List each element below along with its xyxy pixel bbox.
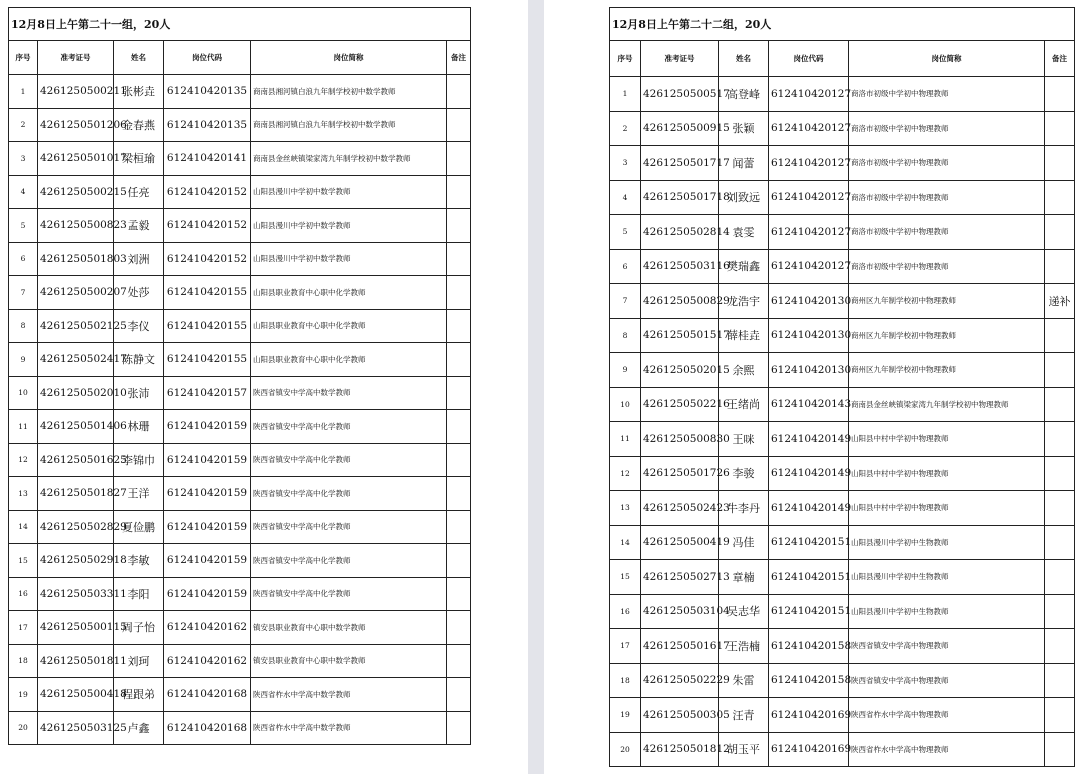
cell-position-code: 612410420169 [769, 732, 849, 767]
table-row [9, 477, 471, 511]
cell-exam-number: 4261250502814 [641, 215, 719, 250]
cell-position-code: 612410420152 [164, 242, 251, 276]
group-21-table [8, 7, 471, 745]
cell-remarks [1045, 629, 1075, 664]
cell-name: 李锦巾 [114, 443, 164, 477]
cell-remarks [1045, 663, 1075, 698]
column-header-remarks: 备注 [1045, 41, 1075, 77]
table-row [610, 525, 1075, 560]
column-header-name: 姓名 [719, 41, 769, 77]
group-title: 12月8日上午第二十一组，20人 [9, 8, 471, 41]
cell-index: 14 [610, 525, 641, 560]
cell-name: 陈静文 [114, 343, 164, 377]
table-row [610, 215, 1075, 250]
cell-name: 余熙 [719, 353, 769, 388]
cell-position-code: 612410420143 [769, 387, 849, 422]
cell-position-title: 陕西省镇安中学高中化学教师 [251, 577, 447, 611]
cell-exam-number: 4261250502216 [641, 387, 719, 422]
cell-exam-number: 4261250502010 [38, 376, 114, 410]
cell-index: 5 [9, 209, 38, 243]
cell-name: 周子怡 [114, 611, 164, 645]
cell-exam-number: 4261250501717 [641, 146, 719, 181]
cell-remarks [1045, 422, 1075, 457]
cell-index: 20 [9, 711, 38, 745]
cell-index: 12 [9, 443, 38, 477]
cell-remarks [447, 276, 471, 310]
cell-position-title: 商洛市初级中学初中物理教师 [849, 146, 1045, 181]
table-row [610, 146, 1075, 181]
cell-index: 9 [9, 343, 38, 377]
cell-exam-number: 4261250503311 [38, 577, 114, 611]
cell-name: 张沛 [114, 376, 164, 410]
table-row [610, 594, 1075, 629]
cell-index: 2 [9, 108, 38, 142]
cell-position-code: 612410420152 [164, 209, 251, 243]
cell-index: 7 [610, 284, 641, 319]
cell-exam-number: 4261250500419 [641, 525, 719, 560]
cell-position-title: 山阳县职业教育中心职中化学教师 [251, 343, 447, 377]
table-row [9, 510, 471, 544]
cell-position-title: 商州区九年制学校初中物理教师 [849, 353, 1045, 388]
cell-index: 2 [610, 111, 641, 146]
cell-position-title: 陕西省镇安中学高中化学教师 [251, 544, 447, 578]
cell-index: 3 [9, 142, 38, 176]
cell-position-title: 山阳县职业教育中心职中化学教师 [251, 276, 447, 310]
cell-remarks [447, 343, 471, 377]
cell-exam-number: 4261250503125 [38, 711, 114, 745]
cell-remarks [1045, 594, 1075, 629]
document-page-right [544, 0, 1080, 774]
table-row [9, 544, 471, 578]
table-row [9, 276, 471, 310]
cell-exam-number: 4261250501517 [641, 318, 719, 353]
cell-remarks [1045, 318, 1075, 353]
cell-exam-number: 4261250501206 [38, 108, 114, 142]
cell-position-code: 612410420158 [769, 663, 849, 698]
cell-remarks [1045, 249, 1075, 284]
cell-remarks [447, 711, 471, 745]
table-row [9, 209, 471, 243]
table-row [610, 422, 1075, 457]
cell-index: 3 [610, 146, 641, 181]
cell-remarks [447, 108, 471, 142]
cell-name: 牛李丹 [719, 491, 769, 526]
cell-name: 金春燕 [114, 108, 164, 142]
cell-position-title: 商州区九年制学校初中物理教师 [849, 318, 1045, 353]
cell-name: 汪青 [719, 698, 769, 733]
cell-index: 7 [9, 276, 38, 310]
table-row [9, 142, 471, 176]
cell-name: 王咪 [719, 422, 769, 457]
table-row [610, 491, 1075, 526]
cell-name: 闻蕾 [719, 146, 769, 181]
cell-index: 4 [610, 180, 641, 215]
table-row [610, 698, 1075, 733]
cell-position-code: 612410420151 [769, 594, 849, 629]
cell-remarks [1045, 146, 1075, 181]
cell-exam-number: 4261250501017 [38, 142, 114, 176]
cell-name: 处莎 [114, 276, 164, 310]
cell-exam-number: 4261250501803 [38, 242, 114, 276]
column-header-position-code: 岗位代码 [769, 41, 849, 77]
cell-exam-number: 4261250502918 [38, 544, 114, 578]
cell-remarks [447, 410, 471, 444]
cell-exam-number: 4261250500823 [38, 209, 114, 243]
cell-index: 1 [610, 77, 641, 112]
cell-remarks [1045, 77, 1075, 112]
cell-remarks [447, 75, 471, 109]
cell-exam-number: 4261250501812 [641, 732, 719, 767]
cell-name: 卢鑫 [114, 711, 164, 745]
cell-name: 薛桂垚 [719, 318, 769, 353]
cell-index: 17 [610, 629, 641, 664]
cell-position-code: 612410420127 [769, 77, 849, 112]
cell-remarks [447, 309, 471, 343]
cell-index: 8 [610, 318, 641, 353]
table-row [610, 629, 1075, 664]
column-header-position-title: 岗位简称 [849, 41, 1045, 77]
cell-position-title: 山阳县职业教育中心职中化学教师 [251, 309, 447, 343]
cell-position-title: 商洛市初级中学初中物理教师 [849, 77, 1045, 112]
cell-index: 18 [610, 663, 641, 698]
cell-name: 冯佳 [719, 525, 769, 560]
cell-position-code: 612410420159 [164, 477, 251, 511]
cell-remarks [1045, 560, 1075, 595]
cell-position-code: 612410420149 [769, 456, 849, 491]
cell-position-title: 山阳县漫川中学初中数学教师 [251, 242, 447, 276]
cell-position-title: 山阳县漫川中学初中数学教师 [251, 209, 447, 243]
cell-exam-number: 4261250500915 [641, 111, 719, 146]
cell-remarks [447, 142, 471, 176]
cell-remarks [1045, 180, 1075, 215]
table-row [9, 711, 471, 745]
cell-position-title: 陕西省柞水中学高中物理教师 [849, 732, 1045, 767]
table-row [9, 410, 471, 444]
cell-index: 10 [9, 376, 38, 410]
cell-position-code: 612410420168 [164, 678, 251, 712]
cell-position-title: 商南县金丝峡镇梁家湾九年制学校初中数学教师 [251, 142, 447, 176]
cell-position-code: 612410420159 [164, 510, 251, 544]
cell-name: 李阳 [114, 577, 164, 611]
cell-remarks [447, 644, 471, 678]
cell-index: 20 [610, 732, 641, 767]
column-header-index: 序号 [610, 41, 641, 77]
cell-name: 刘致远 [719, 180, 769, 215]
table-row [610, 387, 1075, 422]
cell-exam-number: 4261250501617 [641, 629, 719, 664]
cell-position-code: 612410420155 [164, 276, 251, 310]
cell-index: 1 [9, 75, 38, 109]
cell-position-code: 612410420152 [164, 175, 251, 209]
cell-name: 任亮 [114, 175, 164, 209]
cell-name: 孟毅 [114, 209, 164, 243]
cell-exam-number: 4261250501718 [641, 180, 719, 215]
page-gap [528, 0, 544, 774]
cell-remarks [1045, 215, 1075, 250]
cell-position-title: 商洛市初级中学初中物理教师 [849, 111, 1045, 146]
cell-exam-number: 4261250500211 [38, 75, 114, 109]
cell-position-title: 商州区九年制学校初中物理教师 [849, 284, 1045, 319]
cell-position-code: 612410420159 [164, 577, 251, 611]
cell-exam-number: 4261250502125 [38, 309, 114, 343]
cell-index: 16 [9, 577, 38, 611]
cell-name: 李骏 [719, 456, 769, 491]
cell-exam-number: 4261250501726 [641, 456, 719, 491]
cell-remarks [1045, 353, 1075, 388]
cell-exam-number: 4261250502713 [641, 560, 719, 595]
cell-name: 袁雯 [719, 215, 769, 250]
cell-position-title: 陕西省镇安中学高中物理教师 [849, 629, 1045, 664]
cell-position-code: 612410420151 [769, 525, 849, 560]
column-header-exam-number: 准考证号 [641, 41, 719, 77]
cell-position-title: 陕西省镇安中学高中物理教师 [849, 663, 1045, 698]
cell-position-title: 陕西省镇安中学高中化学教师 [251, 410, 447, 444]
cell-index: 8 [9, 309, 38, 343]
cell-position-title: 山阳县漫川中学初中生物教师 [849, 525, 1045, 560]
table-row [610, 77, 1075, 112]
cell-name: 胡玉平 [719, 732, 769, 767]
cell-name: 樊瑞鑫 [719, 249, 769, 284]
cell-position-code: 612410420130 [769, 318, 849, 353]
cell-position-title: 商洛市初级中学初中物理教师 [849, 215, 1045, 250]
column-header-remarks: 备注 [447, 41, 471, 75]
cell-exam-number: 4261250501827 [38, 477, 114, 511]
cell-name: 梁桓瑜 [114, 142, 164, 176]
cell-position-code: 612410420135 [164, 75, 251, 109]
cell-position-title: 山阳县中村中学初中物理教师 [849, 422, 1045, 457]
cell-position-code: 612410420127 [769, 180, 849, 215]
table-row [9, 611, 471, 645]
table-row [9, 175, 471, 209]
cell-position-code: 612410420127 [769, 249, 849, 284]
cell-exam-number: 4261250501811 [38, 644, 114, 678]
table-row [9, 443, 471, 477]
cell-position-code: 612410420162 [164, 644, 251, 678]
cell-position-code: 612410420159 [164, 544, 251, 578]
cell-index: 19 [9, 678, 38, 712]
cell-position-code: 612410420151 [769, 560, 849, 595]
column-header-name: 姓名 [114, 41, 164, 75]
table-row [9, 309, 471, 343]
cell-name: 高登峰 [719, 77, 769, 112]
cell-name: 朱雷 [719, 663, 769, 698]
cell-exam-number: 4261250502015 [641, 353, 719, 388]
cell-exam-number: 4261250502417 [38, 343, 114, 377]
cell-index: 18 [9, 644, 38, 678]
cell-index: 10 [610, 387, 641, 422]
cell-remarks [447, 175, 471, 209]
cell-remarks [447, 544, 471, 578]
cell-exam-number: 4261250500418 [38, 678, 114, 712]
table-row [610, 456, 1075, 491]
cell-exam-number: 4261250502829 [38, 510, 114, 544]
cell-exam-number: 4261250500215 [38, 175, 114, 209]
cell-exam-number: 4261250501406 [38, 410, 114, 444]
table-row [610, 180, 1075, 215]
cell-exam-number: 4261250500830 [641, 422, 719, 457]
cell-position-title: 山阳县漫川中学初中生物教师 [849, 560, 1045, 595]
cell-position-code: 612410420149 [769, 491, 849, 526]
table-row [9, 108, 471, 142]
cell-index: 15 [9, 544, 38, 578]
table-row [9, 242, 471, 276]
cell-index: 11 [9, 410, 38, 444]
cell-exam-number: 4261250500207 [38, 276, 114, 310]
cell-name: 王浩楠 [719, 629, 769, 664]
cell-name: 李敏 [114, 544, 164, 578]
cell-index: 4 [9, 175, 38, 209]
cell-name: 刘珂 [114, 644, 164, 678]
cell-index: 9 [610, 353, 641, 388]
cell-position-title: 商洛市初级中学初中物理教师 [849, 249, 1045, 284]
cell-position-code: 612410420149 [769, 422, 849, 457]
cell-exam-number: 4261250500829 [641, 284, 719, 319]
cell-index: 16 [610, 594, 641, 629]
cell-index: 13 [9, 477, 38, 511]
table-row [610, 111, 1075, 146]
cell-exam-number: 4261250500517 [641, 77, 719, 112]
table-row [9, 75, 471, 109]
cell-exam-number: 4261250500305 [641, 698, 719, 733]
cell-name: 龙浩宇 [719, 284, 769, 319]
cell-remarks [1045, 456, 1075, 491]
cell-exam-number: 4261250502423 [641, 491, 719, 526]
cell-exam-number: 4261250503116 [641, 249, 719, 284]
document-page-left [0, 0, 528, 774]
cell-exam-number: 4261250501625 [38, 443, 114, 477]
cell-remarks [447, 510, 471, 544]
cell-position-code: 612410420169 [769, 698, 849, 733]
column-header-position-code: 岗位代码 [164, 41, 251, 75]
cell-position-code: 612410420127 [769, 111, 849, 146]
cell-index: 6 [9, 242, 38, 276]
cell-name: 张彬垚 [114, 75, 164, 109]
cell-position-title: 商南县金丝峡镇梁家湾九年制学校初中物理教师 [849, 387, 1045, 422]
cell-position-title: 陕西省镇安中学高中化学教师 [251, 477, 447, 511]
cell-exam-number: 4261250502229 [641, 663, 719, 698]
cell-index: 12 [610, 456, 641, 491]
cell-name: 程跟弟 [114, 678, 164, 712]
cell-position-title: 镇安县职业教育中心职中数学教师 [251, 644, 447, 678]
cell-position-code: 612410420155 [164, 343, 251, 377]
column-header-exam-number: 准考证号 [38, 41, 114, 75]
cell-name: 张颖 [719, 111, 769, 146]
table-row [610, 353, 1075, 388]
cell-remarks [1045, 732, 1075, 767]
table-row [9, 343, 471, 377]
table-row [9, 376, 471, 410]
cell-position-code: 612410420127 [769, 215, 849, 250]
cell-name: 吴志华 [719, 594, 769, 629]
cell-index: 11 [610, 422, 641, 457]
cell-remarks [1045, 698, 1075, 733]
cell-position-title: 山阳县中村中学初中物理教师 [849, 491, 1045, 526]
cell-index: 5 [610, 215, 641, 250]
cell-index: 17 [9, 611, 38, 645]
cell-position-code: 612410420130 [769, 353, 849, 388]
table-row [9, 577, 471, 611]
cell-index: 19 [610, 698, 641, 733]
cell-position-title: 陕西省镇安中学高中化学教师 [251, 510, 447, 544]
table-row [9, 644, 471, 678]
cell-position-code: 612410420158 [769, 629, 849, 664]
cell-name: 李仪 [114, 309, 164, 343]
cell-remarks [447, 209, 471, 243]
cell-position-title: 山阳县中村中学初中物理教师 [849, 456, 1045, 491]
group-22-table [609, 7, 1075, 767]
cell-position-title: 陕西省镇安中学高中数学教师 [251, 376, 447, 410]
cell-exam-number: 4261250500115 [38, 611, 114, 645]
cell-name: 王绪尚 [719, 387, 769, 422]
cell-position-code: 612410420141 [164, 142, 251, 176]
cell-remarks [1045, 111, 1075, 146]
cell-index: 13 [610, 491, 641, 526]
cell-position-title: 山阳县漫川中学初中生物教师 [849, 594, 1045, 629]
cell-index: 14 [9, 510, 38, 544]
cell-remarks [447, 242, 471, 276]
cell-position-code: 612410420135 [164, 108, 251, 142]
cell-position-code: 612410420159 [164, 410, 251, 444]
cell-remarks [447, 577, 471, 611]
cell-name: 夏俭鹏 [114, 510, 164, 544]
cell-position-code: 612410420157 [164, 376, 251, 410]
table-row [9, 678, 471, 712]
cell-position-code: 612410420155 [164, 309, 251, 343]
cell-remarks [447, 443, 471, 477]
table-row [610, 249, 1075, 284]
cell-index: 6 [610, 249, 641, 284]
table-row [610, 663, 1075, 698]
cell-remarks [447, 611, 471, 645]
table-row [610, 284, 1075, 319]
cell-position-title: 陕西省柞水中学高中数学教师 [251, 678, 447, 712]
cell-position-title: 镇安县职业教育中心职中数学教师 [251, 611, 447, 645]
column-header-position-title: 岗位简称 [251, 41, 447, 75]
cell-position-title: 商南县湘河镇白浪九年制学校初中数学教师 [251, 108, 447, 142]
cell-position-title: 商南县湘河镇白浪九年制学校初中数学教师 [251, 75, 447, 109]
cell-name: 林珊 [114, 410, 164, 444]
cell-remarks [1045, 525, 1075, 560]
cell-position-code: 612410420168 [164, 711, 251, 745]
column-header-index: 序号 [9, 41, 38, 75]
cell-remarks [1045, 491, 1075, 526]
cell-position-title: 山阳县漫川中学初中数学教师 [251, 175, 447, 209]
cell-position-title: 陕西省柞水中学高中数学教师 [251, 711, 447, 745]
group-title: 12月8日上午第二十二组，20人 [610, 8, 1075, 41]
cell-position-code: 612410420159 [164, 443, 251, 477]
cell-remarks [447, 477, 471, 511]
cell-name: 章楠 [719, 560, 769, 595]
cell-position-code: 612410420127 [769, 146, 849, 181]
cell-remarks [447, 678, 471, 712]
cell-position-title: 陕西省镇安中学高中化学教师 [251, 443, 447, 477]
table-row [610, 318, 1075, 353]
cell-index: 15 [610, 560, 641, 595]
cell-exam-number: 4261250503104 [641, 594, 719, 629]
cell-remarks [447, 376, 471, 410]
cell-position-code: 612410420130 [769, 284, 849, 319]
cell-remarks [1045, 387, 1075, 422]
table-row [610, 560, 1075, 595]
table-row [610, 732, 1075, 767]
cell-position-title: 陕西省柞水中学高中物理教师 [849, 698, 1045, 733]
cell-position-title: 商洛市初级中学初中物理教师 [849, 180, 1045, 215]
cell-name: 王洋 [114, 477, 164, 511]
cell-remarks: 递补 [1045, 284, 1075, 319]
cell-position-code: 612410420162 [164, 611, 251, 645]
cell-name: 刘洲 [114, 242, 164, 276]
